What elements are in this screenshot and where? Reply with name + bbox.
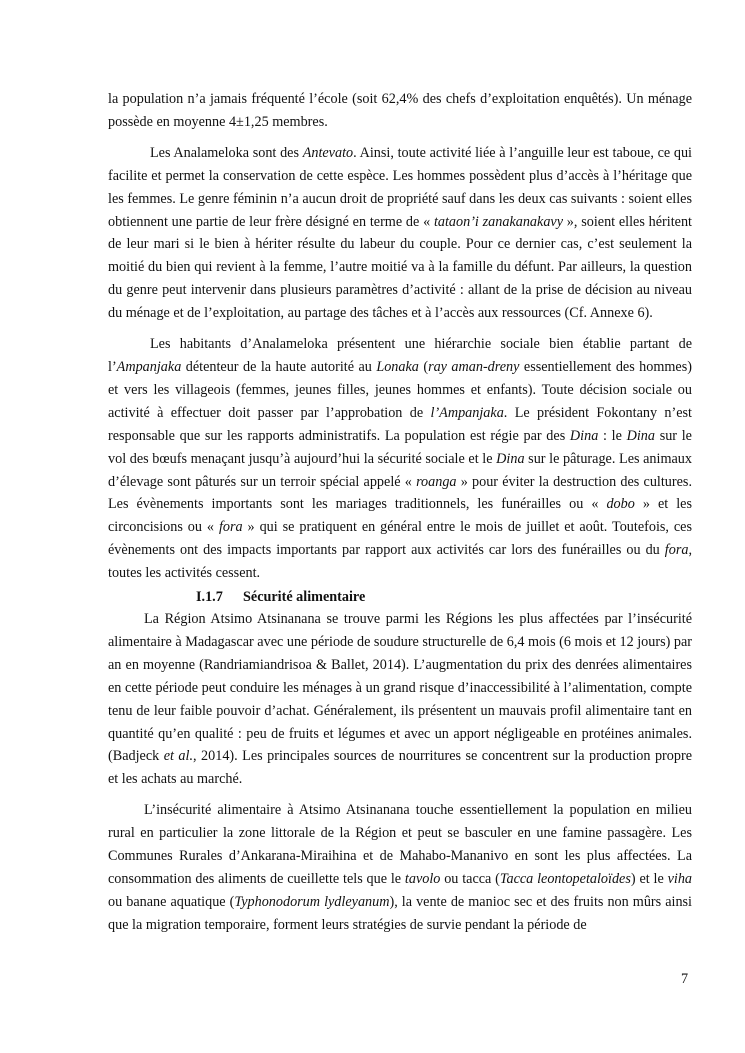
text-run: ), la vente de manioc sec et des fruits non mûrs ainsi que la migration temporaire, forment leurs stratégies de survie pendant la période de	[108, 893, 692, 933]
italic-term: fora	[664, 542, 689, 559]
text-run: la population n’a jamais fréquenté l’école (soit 62,4% des chefs d’exploitation enquêtés). Un ménage possède en moyenne 4±1,25 membres.	[108, 91, 692, 130]
section-title: Sécurité alimentaire	[243, 589, 366, 606]
text-run: ou banane aquatique (	[108, 893, 235, 910]
italic-term: Dina	[496, 450, 525, 467]
text-run: Les Analameloka sont des	[150, 144, 303, 161]
text-run: . Le président Fokontany n’est responsable que sur les rapports administratifs. La population est régie par des	[108, 404, 692, 444]
text-run: sur le pâturage. Les animaux d’élevage sont pâturés sur un terroir spécial appelé «	[108, 450, 692, 490]
italic-term: Ampanjaka	[116, 358, 182, 375]
text-run: » pour éviter la destruction des cultures. Les évènements importants sont les mariages traditionnels, les funérailles ou «	[108, 473, 692, 513]
text-run: ou tacca (	[440, 871, 500, 887]
paragraph-social-hierarchy	[108, 333, 692, 585]
page-number: 7	[681, 971, 689, 987]
text-run: (	[418, 358, 429, 375]
text-run: La Région Atsimo Atsinanana se trouve parmi les Régions les plus affectées par l’insécurité alimentaire à Madagascar avec une période de soudure structurelle de 6,4 mois (6 mois et 12 jours) par an en moyenne (Randriamiandrisoa & Ballet, 2014). L’augmentation du prix des denrées alimentaires en cette période peut conduire les ménages à un grand risque d’inaccessibilité à l’alimentation, compte tenu de leur faible pouvoir d’achat. Généralement, ils présentent un mauvais profil alimentaire tant en quantité qu’en qualité : peu de fruits et légumes et avec un apport négligeable en protéines animales. (Badjeck	[108, 611, 692, 765]
paragraph-food-insecurity-rural	[108, 799, 692, 936]
italic-term: roanga	[416, 473, 457, 490]
text-run: ) et le	[630, 871, 668, 887]
text-run: sur le vol des bœufs menaçant jusqu’à aujourd’hui la sécurité sociale et le	[108, 427, 692, 467]
text-run: détenteur de la haute autorité au	[181, 358, 377, 375]
text-run: essentiellement des hommes) et vers les villageois (femmes, jeunes filles, jeunes hommes et enfants). Toute décision sociale ou activité à effectuer doit passer par l’approbation de	[108, 358, 692, 421]
italic-term: Typhonodorum lydleyanum	[234, 893, 390, 910]
italic-term: tataon’i zanakanakavy	[433, 213, 564, 230]
italic-term: Tacca leontopetaloïdes	[499, 871, 631, 887]
text-run: Les habitants d’Analameloka présentent une hiérarchie sociale bien établie partant de l’	[108, 336, 692, 375]
italic-term: fora	[218, 519, 243, 536]
italic-term: l’Ampanjaka	[430, 404, 504, 421]
italic-term: Dina	[569, 427, 599, 444]
text-run: . Ainsi, toute activité liée à l’anguille leur est taboue, ce qui facilite et permet la conservation de cette espèce. Les hommes possèdent plus d’accès à l’héritage que les femmes. Le genre féminin n’a aucun droit de propriété sauf dans les deux cas suivants : soient elles obtiennent une partie de leur frère désigné en terme de «	[108, 144, 692, 230]
italic-term: ray aman-dreny	[428, 358, 520, 375]
text-run: , toutes les activités cessent.	[108, 542, 692, 582]
page-body	[108, 88, 692, 937]
paragraph-population	[108, 88, 692, 134]
section-number: I.1.7	[196, 589, 223, 606]
italic-term: tavolo	[404, 871, 441, 887]
paragraph-food-insecurity-region	[108, 608, 692, 791]
text-run: » qui se pratiquent en général entre le mois de juillet et août. Toutefois, ces évènements ont des impacts importants par rapport aux activités car lors des funérailles ou du	[108, 519, 693, 559]
text-run: » et les circoncisions ou «	[108, 496, 692, 536]
text-run: », soient elles héritent de leur mari si le bien à hériter résulte du labeur du couple. Pour ce dernier cas, c’est seulement la moitié du bien qui revient à la femme, l’autre moitié va à la famille du défunt. Par ailleurs, la question du genre peut intervenir dans plusieurs paramètres d’activité : allant de la prise de décision au niveau du ménage et de l’exploitation, au partage des tâches et à l’accès aux ressources (Cf. Annexe 6).	[108, 213, 692, 322]
italic-term: Dina	[626, 427, 655, 444]
italic-term: Antevato	[302, 144, 354, 161]
text-run: L’insécurité alimentaire à Atsimo Atsinanana touche essentiellement la population en milieu rural en particulier la zone littorale de la Région et peut se basculer en une famine passagère. Les Communes Rurales d’Ankarana-Miraihina et de Mahabo-Mananivo en sont les plus affectées. La consommation des aliments de cueillette tels que le	[108, 802, 692, 887]
italic-term: viha	[667, 871, 693, 887]
section-heading	[196, 586, 692, 608]
paragraph-analameloka-antevato	[108, 142, 692, 325]
italic-term: et al.	[163, 748, 194, 765]
italic-term: Lonaka	[376, 358, 419, 375]
italic-term: dobo	[606, 496, 635, 513]
text-run: , 2014). Les principales sources de nourritures se concentrent sur la production propre et les achats au marché.	[108, 748, 692, 788]
text-run: : le	[598, 427, 627, 444]
